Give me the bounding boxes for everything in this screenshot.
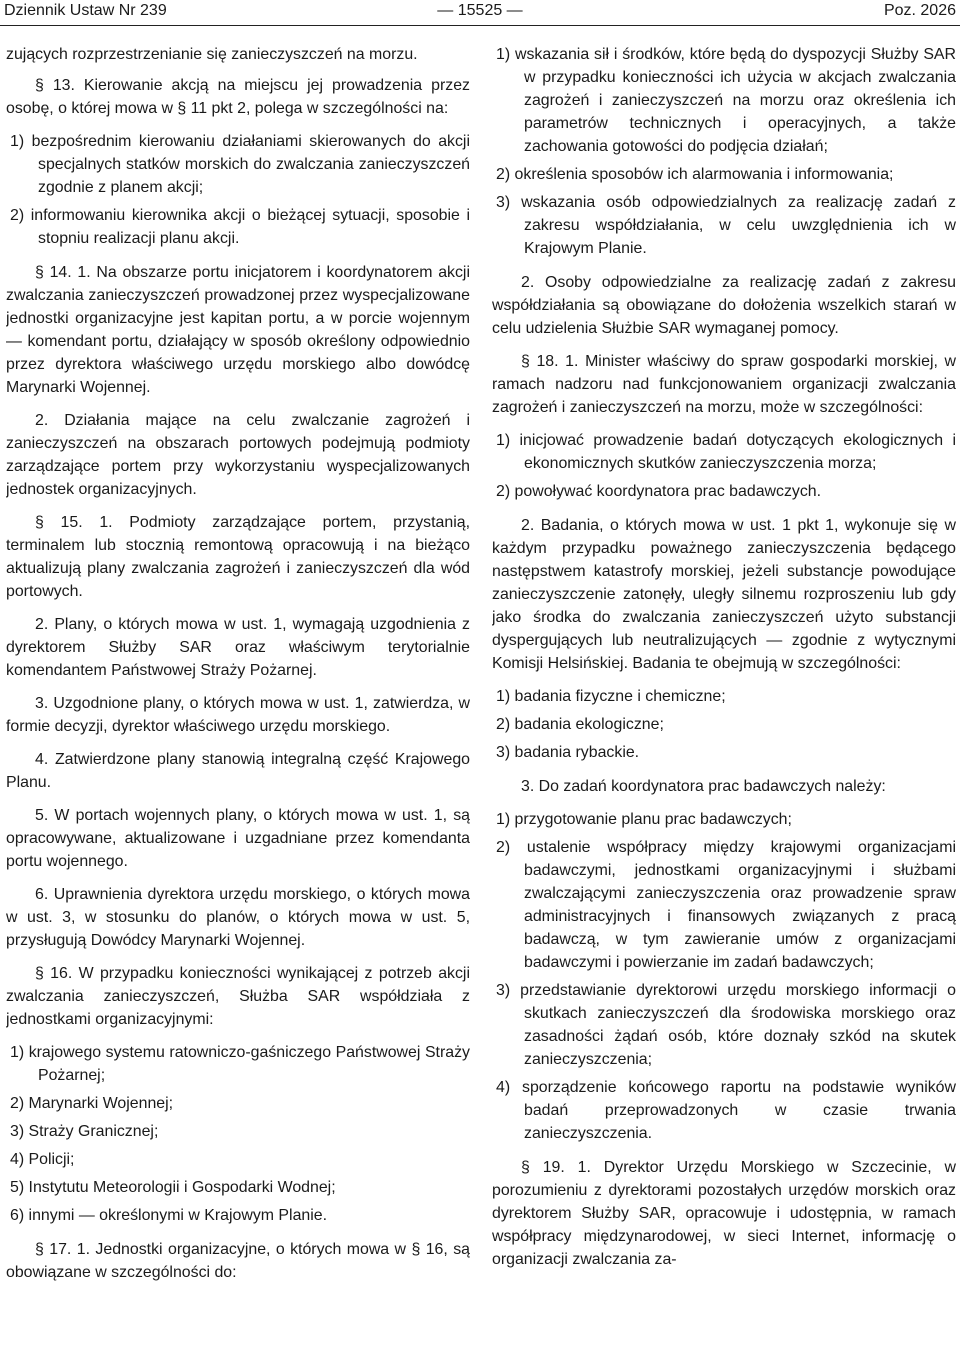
paragraph: § 17. 1. Jednostki organizacyjne, o których mowa w § 16, są obowiązane w szczególności do:: [6, 1241, 470, 1281]
paragraph: 3. Do zadań koordynatora prac badawczych należy:: [521, 778, 886, 795]
paragraph: 2. Osoby odpowiedzialne za realizację zadań z zakresu współdziałania są obowiązane do dołożenia wszelkich starań w celu udzielenia Służbie SAR wymaganej pomocy.: [492, 274, 956, 337]
paragraph: § 15. 1. Podmioty zarządzające portem, przystanią, terminalem lub stocznią remontową opracowują i na bieżąco aktualizują plany zwalczania zagrożeń i zanieczyszczeń dla wód portowych.: [6, 514, 470, 600]
paragraph: 6. Uprawnienia dyrektora urzędu morskiego, o których mowa w ust. 3, w stosunku do planów, o których mowa w ust. 5, przysługują Dowódcy Marynarki Wojennej.: [6, 886, 470, 949]
paragraph: 3. Uzgodnione plany, o których mowa w ust. 1, zatwierdza, w formie decyzji, dyrektor właściwego urzędu morskiego.: [6, 695, 470, 735]
list-item: 1) przygotowanie planu prac badawczych;: [496, 811, 792, 828]
list-item: 6) innymi — określonymi w Krajowym Planie.: [10, 1207, 328, 1224]
list-item: 2) informowaniu kierownika akcji o bieżącej sytuacji, sposobie i stopniu realizacji planu akcji.: [10, 207, 470, 247]
list-item: 3) przedstawianie dyrektorowi urzędu morskiego informacji o skutkach zanieczyszczeń dla środowiska morskiego oraz zasadności żądań osób, które doznały szkód na skutek zanieczyszczenia;: [496, 982, 956, 1068]
list-item: 2) powoływać koordynatora prac badawczych.: [496, 483, 822, 500]
paragraph: 2. Działania mające na celu zwalczanie zagrożeń i zanieczyszczeń na obszarach portowych podejmują podmioty zarządzające portem przy wykorzystaniu wyspecjalizowanych jednostek organizacyjnych.: [6, 412, 470, 498]
journal-title: Dziennik Ustaw Nr 239: [4, 2, 167, 19]
paragraph: § 18. 1. Minister właściwy do spraw gospodarki morskiej, w ramach nadzoru nad funkcjonowaniem organizacji zwalczania zagrożeń i zanieczyszczeń na morzu, może w szczególności:: [492, 353, 956, 416]
paragraph: § 13. Kierowanie akcją na miejscu jej prowadzenia przez osobę, o której mowa w § 11 pkt 2, polega w szczególności na:: [6, 77, 470, 117]
list-item: 1) bezpośrednim kierowaniu działaniami skierowanych do akcji specjalnych statków morskich do zwalczania zanieczyszczeń zgodnie z planem akcji;: [10, 133, 470, 196]
page-header: [0, 0, 960, 26]
list-item: 3) badania rybackie.: [496, 744, 640, 761]
paragraph: 2. Plany, o których mowa w ust. 1, wymagają uzgodnienia z dyrektorem Służby SAR oraz właściwym terytorialnie komendantem Państwowej Straży Pożarnej.: [6, 616, 470, 679]
paragraph: § 16. W przypadku konieczności wynikającej z potrzeb akcji zwalczania zanieczyszczeń, Służba SAR współdziała z jednostkami organizacyjnymi:: [6, 965, 470, 1028]
list-item: 1) krajowego systemu ratowniczo-gaśniczego Państwowej Straży Pożarnej;: [10, 1044, 470, 1084]
paragraph: 5. W portach wojennych plany, o których mowa w ust. 1, są opracowywane, aktualizowane i uzgadniane przez komendanta portu wojennego.: [6, 807, 470, 870]
paragraph: § 19. 1. Dyrektor Urzędu Morskiego w Szczecinie, w porozumieniu z dyrektorami pozostałych urzędów morskich oraz dyrektorem Służby SAR, opracowuje i udostępnia, w ramach współpracy międzynarodowej, w sieci Internet, informację o organizacji zwalczania za-: [492, 1159, 956, 1268]
list-item: 2) ustalenie współpracy między krajowymi organizacjami badawczymi, jednostkami organizacyjnymi i służbami zwalczającymi zanieczyszczenia oraz prowadzenie spraw administracyjnych i finansowych związanych z pracą badawczą, w tym zawieranie umów z organizacjami badawczymi i powierzanie im zadań badawczych;: [496, 839, 956, 971]
page-number: — 15525 —: [437, 2, 523, 19]
list-item: 3) Straży Granicznej;: [10, 1123, 159, 1140]
left-column: [6, 43, 470, 1343]
list-item: 3) wskazania osób odpowiedzialnych za realizację zadań z zakresu współdziałania, w celu uwzględnienia ich w Krajowym Planie.: [496, 194, 956, 257]
paragraph: 4. Zatwierdzone plany stanowią integralną część Krajowego Planu.: [6, 751, 470, 791]
position-number: Poz. 2026: [883, 2, 956, 19]
list-item: 1) badania fizyczne i chemiczne;: [496, 688, 726, 705]
paragraph: zujących rozprzestrzenianie się zanieczyszczeń na morzu.: [6, 46, 418, 63]
list-item: 4) sporządzenie końcowego raportu na podstawie wyników badań przeprowadzonych w czasie trwania zanieczyszczenia.: [496, 1079, 956, 1142]
list-item: 1) wskazania sił i środków, które będą do dyspozycji Służby SAR w przypadku konieczności ich użycia w akcjach zwalczania zagrożeń i zanieczyszczeń na morzu oraz określenia ich parametrów technicznych i operacyjnych, a także zachowania gotowości do podjęcia działań;: [496, 46, 956, 155]
list-item: 2) badania ekologiczne;: [496, 716, 664, 733]
paragraph: 2. Badania, o których mowa w ust. 1 pkt 1, wykonuje się w każdym przypadku poważnego zanieczyszczenia będącego następstwem katastrofy morskiej, jeżeli substancje powodujące zanieczyszczenie zatonęły, uległy silnemu rozproszeniu lub gdy jako środka do zwalczania zanieczyszczeń użyto substancji dyspergujących lub neutralizujących — zgodnie z wytycznymi Komisji Helsińskiej. Badania te obejmują w szczególności:: [492, 517, 956, 672]
right-column: [492, 43, 956, 1343]
list-item: 4) Policji;: [10, 1151, 75, 1168]
list-item: 1) inicjować prowadzenie badań dotyczących ekologicznych i ekonomicznych skutków zanieczyszczenia morza;: [496, 432, 956, 472]
list-item: 2) Marynarki Wojennej;: [10, 1095, 174, 1112]
list-item: 2) określenia sposobów ich alarmowania i informowania;: [496, 166, 894, 183]
list-item: 5) Instytutu Meteorologii i Gospodarki Wodnej;: [10, 1179, 336, 1196]
paragraph: § 14. 1. Na obszarze portu inicjatorem i koordynatorem akcji zwalczania zanieczyszczeń prowadzonej przez wyspecjalizowane jednostki organizacyjne jest kapitan portu, a w porcie wojennym — komendant portu, działający w sposób określony odpowiednio przez dyrektora właściwego urzędu morskiego albo dowódcę Marynarki Wojennej.: [6, 264, 470, 396]
